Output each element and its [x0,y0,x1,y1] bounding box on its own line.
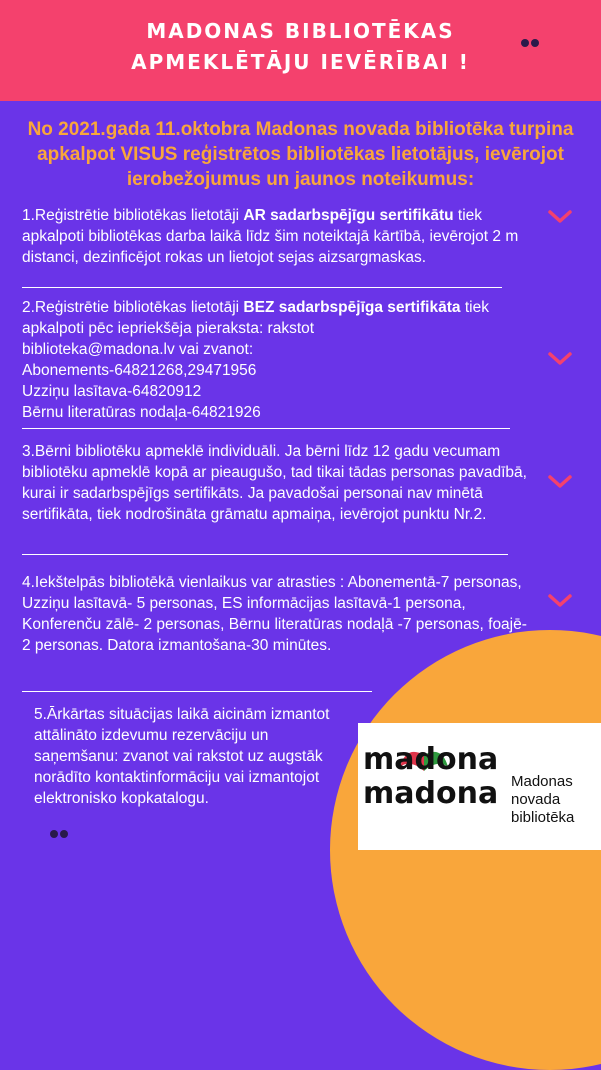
section-1-text: tiek apkalpoti bibliotēkas darba laikā līdz šim noteiktajā kārtībā, ievērojot 2 m distanci, dezinficējot rokas un lietojot sejas aizsargmaskas. [22,207,519,266]
section-1-bold: AR sadarbspējīgu sertifikātu [243,207,454,224]
decorative-dots [50,830,68,838]
logo-wordmark [363,743,498,811]
section-2-email-line: biblioteka@madona.lv vai zvanot: [22,341,254,358]
section-2 [22,297,542,423]
chevron-down-icon [547,351,573,367]
section-2-phone-abonements: Abonements-64821268,29471956 [22,362,257,379]
section-3: 3.Bērni bibliotēku apmeklē individuāli. Ja bērni līdz 12 gadu vecumam bibliotēku apmeklē kopā ar pieaugušo, tad tikai tādas personas pavadībā, kurai ir sadarbspējīgs sertifikāts. Ja pavadošai personai nav minētā sertifikāta, tiek nodrošināta grāmatu apmaiņa, ievērojot punktu Nr.2. [22,443,527,523]
section-2-phone-uzzinu: Uzziņu lasītava-64820912 [22,383,202,400]
section-2-phone-bernu: Bērnu literatūras nodaļa-64821926 [22,404,261,421]
section-4: 4.Iekštelpās bibliotēkā vienlaikus var atrasties : Abonementā-7 personas, Uzziņu lasītavā- 5 personas, ES informācijas lasītavā-1 persona, Konferenču zālē- 2 personas, Bērnu literatūras nodaļā -7 personas, foajē- 2 personas. Datora izmantošana-30 minūtes. [22,574,527,654]
section-5: 5.Ārkārtas situācijas laikā aicinām izmantot attālināto izdevumu rezervāciju un saņemšanu: zvanot vai rakstot uz augstāk norādīto kontaktinformāciju vai izmantojot elektronisko kopkatalogu. [34,706,330,807]
headline: No 2021.gada 11.oktobra Madonas novada bibliotēka turpina apkalpot VISUS reģistrētos bibliotēkas lietotājus, ievērojot ierobežojumus un jaunos noteikumus: [27,119,574,190]
decorative-orange-circle [330,630,601,1070]
logo-wordmark-line1: madona [363,742,499,777]
section-2-intro: 2.Reģistrētie bibliotēkas lietotāji [22,299,244,316]
chevron-down-icon [547,593,573,609]
divider [22,554,508,555]
decorative-dots [521,39,539,47]
chevron-down-icon [547,209,573,225]
logo-wordmark-line2: madona [363,776,499,811]
divider [22,428,510,429]
section-2-text: tiek apkalpoti pēc iepriekšēja pieraksta: rakstot [22,299,489,337]
logo-text-line2: novada [511,791,561,808]
section-1 [22,205,522,268]
header-title-line1: MADONAS BIBLIOTĒKAS [146,19,455,43]
header-banner [0,0,601,101]
logo-text-line3: bibliotēka [511,809,575,826]
chevron-down-icon [547,474,573,490]
divider [22,287,502,288]
logo-text-line1: Madonas [511,773,573,790]
section-2-bold: BEZ sadarbspējīga sertifikāta [243,299,461,316]
logo-library-name [511,773,574,827]
divider [22,691,372,692]
header-title-line2: APMEKLĒTĀJU IEVĒRĪBAI ! [131,50,470,74]
section-1-intro: 1.Reģistrētie bibliotēkas lietotāji [22,207,244,224]
library-logo [358,723,601,850]
